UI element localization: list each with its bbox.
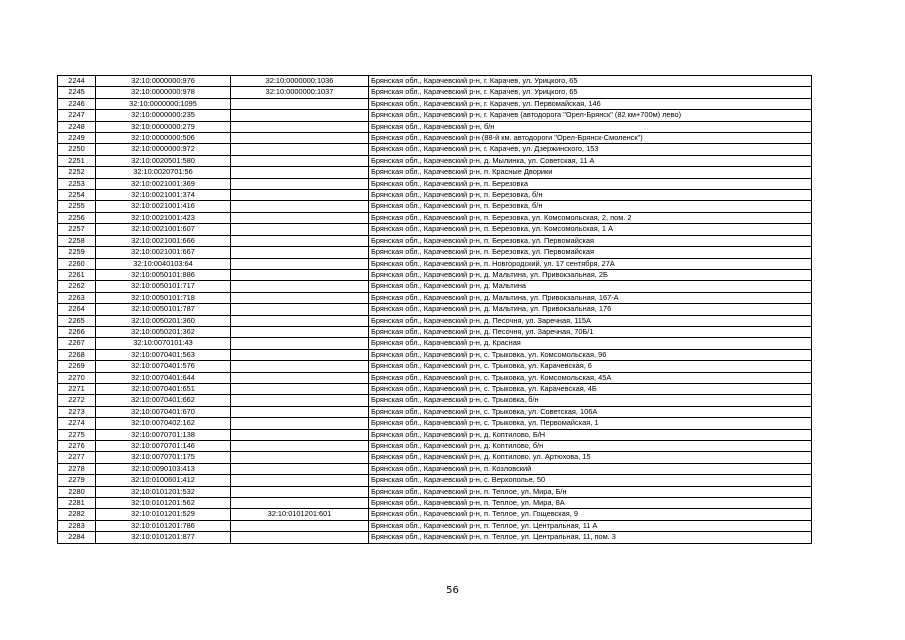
- cadastral-number-cell: 32:10:0020701:56: [96, 167, 231, 178]
- row-number-cell: 2249: [58, 133, 96, 144]
- cadastral-number-cell: 32:10:0000000:976: [96, 76, 231, 87]
- address-cell: Брянская обл., Карачевский р-н, с. Трыковка, ул. Карачевская, 4Б: [369, 383, 812, 394]
- address-cell: Брянская обл., Карачевский р-н, д. Коптилово, б/н: [369, 441, 812, 452]
- cadastral-number-cell: 32:10:0070701:175: [96, 452, 231, 463]
- cadastral-number-cell: 32:10:0021001:666: [96, 235, 231, 246]
- address-cell: Брянская обл., Карачевский р-н, п. Березовка, ул. Первомайская: [369, 235, 812, 246]
- cadastral-number-cell: 32:10:0000000:1095: [96, 98, 231, 109]
- address-cell: Брянская обл., Карачевский р-н, п. Теплое, ул. Мира, 8А: [369, 498, 812, 509]
- address-cell: Брянская обл., Карачевский р-н, д. Песочня, ул. Заречная, 70Б/1: [369, 326, 812, 337]
- table-row: [58, 247, 812, 258]
- cadastral-number-cell: 32:10:0070101:43: [96, 338, 231, 349]
- cadastral-number-cell: 32:10:0040103:64: [96, 258, 231, 269]
- row-number-cell: 2273: [58, 406, 96, 417]
- cadastral-number-cell: 32:10:0050101:717: [96, 281, 231, 292]
- table-row: [58, 212, 812, 223]
- cadastral-number-cell: 32:10:0000000:506: [96, 133, 231, 144]
- row-number-cell: 2251: [58, 155, 96, 166]
- row-number-cell: 2256: [58, 212, 96, 223]
- table-row: [58, 258, 812, 269]
- address-cell: Брянская обл., Карачевский р-н, п. Новгородский, ул. 17 сентября, 27А: [369, 258, 812, 269]
- related-cadastral-number-cell: [231, 247, 369, 258]
- related-cadastral-number-cell: [231, 133, 369, 144]
- table-row: [58, 429, 812, 440]
- cadastral-number-cell: 32:10:0070401:662: [96, 395, 231, 406]
- related-cadastral-number-cell: [231, 486, 369, 497]
- related-cadastral-number-cell: [231, 224, 369, 235]
- related-cadastral-number-cell: [231, 520, 369, 531]
- cadastral-number-cell: 32:10:0090103:413: [96, 463, 231, 474]
- row-number-cell: 2281: [58, 498, 96, 509]
- cadastral-number-cell: 32:10:0101201:529: [96, 509, 231, 520]
- registry-table: [57, 75, 812, 544]
- table-row: [58, 292, 812, 303]
- address-cell: Брянская обл., Карачевский р-н, с. Трыковка, ул. Комсомольская, 96: [369, 349, 812, 360]
- table-row: [58, 190, 812, 201]
- related-cadastral-number-cell: [231, 406, 369, 417]
- table-row: [58, 98, 812, 109]
- row-number-cell: 2253: [58, 178, 96, 189]
- related-cadastral-number-cell: [231, 395, 369, 406]
- related-cadastral-number-cell: [231, 304, 369, 315]
- related-cadastral-number-cell: [231, 475, 369, 486]
- related-cadastral-number-cell: [231, 452, 369, 463]
- address-cell: Брянская обл., Карачевский р-н, д. Красная: [369, 338, 812, 349]
- cadastral-number-cell: 32:10:0101201:532: [96, 486, 231, 497]
- address-cell: Брянская обл., Карачевский р-н, п. Теплое, ул. Центральная, 11, пом. 3: [369, 532, 812, 543]
- table-row: [58, 406, 812, 417]
- row-number-cell: 2275: [58, 429, 96, 440]
- row-number-cell: 2261: [58, 269, 96, 280]
- address-cell: Брянская обл., Карачевский р-н, п. Березовка, ул. Первомайская: [369, 247, 812, 258]
- table-row: [58, 498, 812, 509]
- cadastral-number-cell: 32:10:0101201:786: [96, 520, 231, 531]
- row-number-cell: 2260: [58, 258, 96, 269]
- related-cadastral-number-cell: [231, 281, 369, 292]
- row-number-cell: 2283: [58, 520, 96, 531]
- related-cadastral-number-cell: [231, 441, 369, 452]
- related-cadastral-number-cell: [231, 212, 369, 223]
- address-cell: Брянская обл., Карачевский р-н, д. Коптилово, Б/Н: [369, 429, 812, 440]
- address-cell: Брянская обл., Карачевский р-н, п. Березовка, б/н: [369, 190, 812, 201]
- table-row: [58, 110, 812, 121]
- address-cell: Брянская обл., Карачевский р-н, п. Красные Дворики: [369, 167, 812, 178]
- table-row: [58, 76, 812, 87]
- related-cadastral-number-cell: [231, 315, 369, 326]
- table-row: [58, 372, 812, 383]
- cadastral-number-cell: 32:10:0070401:644: [96, 372, 231, 383]
- address-cell: Брянская обл., Карачевский р-н, б/н: [369, 121, 812, 132]
- cadastral-number-cell: 32:10:0021001:607: [96, 224, 231, 235]
- cadastral-number-cell: 32:10:0021001:416: [96, 201, 231, 212]
- table-row: [58, 463, 812, 474]
- row-number-cell: 2244: [58, 76, 96, 87]
- table-row: [58, 178, 812, 189]
- cadastral-number-cell: 32:10:0020501:580: [96, 155, 231, 166]
- registry-table-body: [58, 76, 812, 544]
- cadastral-number-cell: 32:10:0050101:787: [96, 304, 231, 315]
- related-cadastral-number-cell: [231, 110, 369, 121]
- row-number-cell: 2252: [58, 167, 96, 178]
- page-number: 56: [446, 585, 459, 596]
- row-number-cell: 2258: [58, 235, 96, 246]
- row-number-cell: 2265: [58, 315, 96, 326]
- table-row: [58, 338, 812, 349]
- address-cell: Брянская обл., Карачевский р-н, с. Трыковка, ул. Первомайская, 1: [369, 418, 812, 429]
- address-cell: Брянская обл., Карачевский р-н, д. Мальтина, ул. Привокзальная, 176: [369, 304, 812, 315]
- table-row: [58, 304, 812, 315]
- row-number-cell: 2284: [58, 532, 96, 543]
- table-row: [58, 383, 812, 394]
- related-cadastral-number-cell: [231, 532, 369, 543]
- row-number-cell: 2267: [58, 338, 96, 349]
- related-cadastral-number-cell: [231, 463, 369, 474]
- related-cadastral-number-cell: 32:10:0101201:601: [231, 509, 369, 520]
- cadastral-number-cell: 32:10:0101201:562: [96, 498, 231, 509]
- related-cadastral-number-cell: [231, 372, 369, 383]
- address-cell: Брянская обл., Карачевский р-н, с. Трыковка, ул. Советская, 106А: [369, 406, 812, 417]
- cadastral-number-cell: 32:10:0101201:877: [96, 532, 231, 543]
- related-cadastral-number-cell: [231, 178, 369, 189]
- row-number-cell: 2270: [58, 372, 96, 383]
- row-number-cell: 2247: [58, 110, 96, 121]
- table-row: [58, 281, 812, 292]
- related-cadastral-number-cell: [231, 383, 369, 394]
- address-cell: Брянская обл., Карачевский р-н, д. Мылинка, ул. Советская, 11 А: [369, 155, 812, 166]
- related-cadastral-number-cell: 32:10:0000000:1036: [231, 76, 369, 87]
- row-number-cell: 2245: [58, 87, 96, 98]
- table-row: [58, 235, 812, 246]
- address-cell: Брянская обл., Карачевский р-н, п. Березовка, б/н: [369, 201, 812, 212]
- row-number-cell: 2268: [58, 349, 96, 360]
- address-cell: Брянская обл., Карачевский р-н, с. Трыковка, ул. Карачевская, 6: [369, 361, 812, 372]
- address-cell: Брянская обл., Карачевский р-н, п. Березовка, ул. Комсомольская, 1 А: [369, 224, 812, 235]
- row-number-cell: 2266: [58, 326, 96, 337]
- cadastral-number-cell: 32:10:0070401:670: [96, 406, 231, 417]
- cadastral-number-cell: 32:10:0021001:667: [96, 247, 231, 258]
- address-cell: Брянская обл., Карачевский р-н, г. Карачев, ул. Урицкого, 65: [369, 76, 812, 87]
- related-cadastral-number-cell: [231, 190, 369, 201]
- row-number-cell: 2272: [58, 395, 96, 406]
- row-number-cell: 2277: [58, 452, 96, 463]
- table-row: [58, 133, 812, 144]
- table-row: [58, 144, 812, 155]
- cadastral-number-cell: 32:10:0100601:412: [96, 475, 231, 486]
- related-cadastral-number-cell: [231, 235, 369, 246]
- row-number-cell: 2254: [58, 190, 96, 201]
- row-number-cell: 2276: [58, 441, 96, 452]
- cadastral-number-cell: 32:10:0000000:972: [96, 144, 231, 155]
- table-row: [58, 167, 812, 178]
- table-row: [58, 532, 812, 543]
- cadastral-number-cell: 32:10:0070701:146: [96, 441, 231, 452]
- cadastral-number-cell: 32:10:0050201:360: [96, 315, 231, 326]
- row-number-cell: 2279: [58, 475, 96, 486]
- table-row: [58, 349, 812, 360]
- row-number-cell: 2271: [58, 383, 96, 394]
- related-cadastral-number-cell: [231, 98, 369, 109]
- row-number-cell: 2262: [58, 281, 96, 292]
- related-cadastral-number-cell: [231, 155, 369, 166]
- related-cadastral-number-cell: [231, 201, 369, 212]
- cadastral-number-cell: 32:10:0070401:563: [96, 349, 231, 360]
- related-cadastral-number-cell: [231, 269, 369, 280]
- row-number-cell: 2248: [58, 121, 96, 132]
- address-cell: Брянская обл., Карачевский р-н, г. Карачев, ул. Дзержинского, 153: [369, 144, 812, 155]
- address-cell: Брянская обл., Карачевский р-н, п. Теплое, ул. Гощевская, 9: [369, 509, 812, 520]
- related-cadastral-number-cell: [231, 418, 369, 429]
- address-cell: Брянская обл., Карачевский р-н, с. Верхополье, 50: [369, 475, 812, 486]
- related-cadastral-number-cell: [231, 361, 369, 372]
- table-row: [58, 87, 812, 98]
- address-cell: Брянская обл., Карачевский р-н, п. Березовка, ул. Комсомольская, 2, пом. 2: [369, 212, 812, 223]
- address-cell: Брянская обл., Карачевский р-н, п. Теплое, ул. Мира, Б/н: [369, 486, 812, 497]
- row-number-cell: 2264: [58, 304, 96, 315]
- cadastral-number-cell: 32:10:0070401:651: [96, 383, 231, 394]
- related-cadastral-number-cell: [231, 292, 369, 303]
- cadastral-number-cell: 32:10:0070701:138: [96, 429, 231, 440]
- table-row: [58, 486, 812, 497]
- cadastral-number-cell: 32:10:0021001:423: [96, 212, 231, 223]
- cadastral-number-cell: 32:10:0050101:886: [96, 269, 231, 280]
- cadastral-number-cell: 32:10:0070402:162: [96, 418, 231, 429]
- table-row: [58, 201, 812, 212]
- address-cell: Брянская обл., Карачевский р-н, п. Теплое, ул. Центральная, 11 А: [369, 520, 812, 531]
- address-cell: Брянская обл., Карачевский р-н, с. Трыковка, ул. Комсомольская, 45А: [369, 372, 812, 383]
- related-cadastral-number-cell: [231, 429, 369, 440]
- row-number-cell: 2280: [58, 486, 96, 497]
- cadastral-number-cell: 32:10:0000000:235: [96, 110, 231, 121]
- cadastral-number-cell: 32:10:0070401:576: [96, 361, 231, 372]
- cadastral-number-cell: 32:10:0021001:369: [96, 178, 231, 189]
- row-number-cell: 2263: [58, 292, 96, 303]
- address-cell: Брянская обл., Карачевский р-н, п. Березовка: [369, 178, 812, 189]
- table-row: [58, 441, 812, 452]
- table-row: [58, 326, 812, 337]
- table-row: [58, 395, 812, 406]
- address-cell: Брянская обл., Карачевский р-н, д. Коптилово, ул. Артюхова, 15: [369, 452, 812, 463]
- address-cell: Брянская обл., Карачевский р-н, д. Мальтина, ул. Привокзальная, 167-А: [369, 292, 812, 303]
- table-row: [58, 520, 812, 531]
- related-cadastral-number-cell: [231, 144, 369, 155]
- related-cadastral-number-cell: [231, 258, 369, 269]
- related-cadastral-number-cell: [231, 338, 369, 349]
- address-cell: Брянская обл., Карачевский р-н, д. Мальтина: [369, 281, 812, 292]
- table-row: [58, 475, 812, 486]
- address-cell: Брянская обл., Карачевский р-н, д. Песочня, ул. Заречная, 115А: [369, 315, 812, 326]
- table-row: [58, 509, 812, 520]
- cadastral-number-cell: 32:10:0050201:362: [96, 326, 231, 337]
- table-row: [58, 315, 812, 326]
- cadastral-number-cell: 32:10:0050101:718: [96, 292, 231, 303]
- address-cell: Брянская обл., Карачевский р-н, г. Карачев (автодорога "Орел-Брянск" (82 км+700м) лево): [369, 110, 812, 121]
- row-number-cell: 2246: [58, 98, 96, 109]
- related-cadastral-number-cell: [231, 326, 369, 337]
- row-number-cell: 2269: [58, 361, 96, 372]
- row-number-cell: 2257: [58, 224, 96, 235]
- address-cell: Брянская обл., Карачевский р-н, п. Козловский: [369, 463, 812, 474]
- cadastral-number-cell: 32:10:0000000:279: [96, 121, 231, 132]
- cadastral-number-cell: 32:10:0000000:978: [96, 87, 231, 98]
- row-number-cell: 2255: [58, 201, 96, 212]
- table-row: [58, 155, 812, 166]
- row-number-cell: 2282: [58, 509, 96, 520]
- table-row: [58, 224, 812, 235]
- related-cadastral-number-cell: [231, 167, 369, 178]
- related-cadastral-number-cell: [231, 349, 369, 360]
- table-row: [58, 121, 812, 132]
- address-cell: Брянская обл., Карачевский р-н, г. Карачев, ул. Урицкого, 65: [369, 87, 812, 98]
- row-number-cell: 2278: [58, 463, 96, 474]
- related-cadastral-number-cell: [231, 498, 369, 509]
- address-cell: Брянская обл., Карачевский р-н (88-й км. автодороги "Орел-Брянск-Смоленск"): [369, 133, 812, 144]
- row-number-cell: 2259: [58, 247, 96, 258]
- related-cadastral-number-cell: 32:10:0000000:1037: [231, 87, 369, 98]
- row-number-cell: 2250: [58, 144, 96, 155]
- cadastral-number-cell: 32:10:0021001:374: [96, 190, 231, 201]
- address-cell: Брянская обл., Карачевский р-н, д. Мальтина, ул. Привокзальная, 2Б: [369, 269, 812, 280]
- table-row: [58, 418, 812, 429]
- address-cell: Брянская обл., Карачевский р-н, г. Карачев, ул. Первомайская, 146: [369, 98, 812, 109]
- related-cadastral-number-cell: [231, 121, 369, 132]
- table-row: [58, 269, 812, 280]
- row-number-cell: 2274: [58, 418, 96, 429]
- table-row: [58, 452, 812, 463]
- address-cell: Брянская обл., Карачевский р-н, с. Трыковка, б/н: [369, 395, 812, 406]
- table-row: [58, 361, 812, 372]
